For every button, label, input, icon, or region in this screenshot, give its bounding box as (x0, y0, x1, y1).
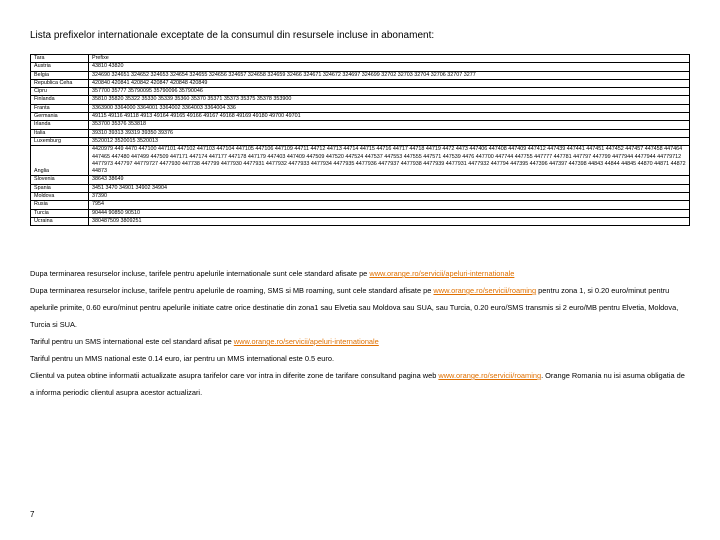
country-cell: Belgia (31, 71, 89, 79)
table-row (31, 104, 690, 112)
prefix-cell: 420840 420841 420842 420847 420848 420849 (89, 79, 690, 87)
prefix-cell: 38643 38649 (89, 176, 690, 184)
note-roaming (30, 282, 690, 333)
table-row (31, 121, 690, 129)
table-row (31, 193, 690, 201)
country-cell: Tara (31, 55, 89, 63)
prefix-cell: 35810 35820 35322 35330 35339 35360 35370 35371 35373 35375 35378 353900 (89, 96, 690, 104)
country-cell: Finlanda (31, 96, 89, 104)
country-cell: Irlanda (31, 121, 89, 129)
prefix-cell: 49115 49116 49118 4913 49164 49165 49166 49167 49168 49169 49180 49700 49701 (89, 113, 690, 121)
country-cell: Rusia (31, 201, 89, 209)
country-cell: Italia (31, 129, 89, 137)
prefix-cell: 380487509 3809251 (89, 217, 690, 225)
country-cell: Moldova (31, 193, 89, 201)
table-row (31, 55, 690, 63)
country-cell: Anglia (31, 146, 89, 176)
prefix-cell: 3363900 3364000 3364001 3364002 3364003 3364004 336 (89, 104, 690, 112)
prefix-cell: 353700 35376 353818 (89, 121, 690, 129)
prefix-table (30, 54, 690, 226)
note-text: Tariful pentru un SMS international este cel standard afisat pe (30, 337, 232, 346)
table-row (31, 176, 690, 184)
country-cell: Austria (31, 63, 89, 71)
note-updates (30, 367, 690, 401)
prefix-cell: 37390 (89, 193, 690, 201)
table-row (31, 217, 690, 225)
table-row (31, 96, 690, 104)
table-row (31, 146, 690, 176)
prefix-cell: 324690 324651 324652 324653 324654 324655 324656 324657 324658 324659 32466 324671 324672 324697 324699 32702 32703 32704 32706 32707 3277 (89, 71, 690, 79)
country-cell: Republica Ceha (31, 79, 89, 87)
note-international-calls (30, 265, 690, 282)
notes-section (30, 265, 690, 401)
note-text: . Orange Romania nu isi asuma obligatia de a informa periodic clientul asupra acestor actualizari. (30, 371, 685, 397)
prefix-cell: 7954 (89, 201, 690, 209)
page-title: Lista prefixelor internationale exceptate de la consumul din resursele incluse in abonament: (30, 30, 435, 41)
prefix-cell: 39310 39313 39319 39350 39376 (89, 129, 690, 137)
note-international-sms (30, 333, 690, 350)
international-calls-link[interactable]: www.orange.ro/servicii/apeluri-internationale (369, 269, 515, 278)
country-cell: Franta (31, 104, 89, 112)
table-row (31, 71, 690, 79)
roaming-info-link[interactable]: www.orange.ro/servicii/roaming (438, 371, 542, 380)
country-cell: Ucraina (31, 217, 89, 225)
country-cell: Luxemburg (31, 137, 89, 145)
table-row (31, 184, 690, 192)
country-cell: Slovenia (31, 176, 89, 184)
table-row (31, 129, 690, 137)
table-row (31, 201, 690, 209)
table-row (31, 113, 690, 121)
note-text: Dupa terminarea resurselor incluse, tarifele pentru apelurile de roaming, SMS si MB roaming, sunt cele standard afisate pe (30, 286, 432, 295)
note-text: pentru zona 1, si 0.20 euro/minut pentru apelurile primite, 0.60 euro/minut pentru apelurile initiate catre orice destinatie din zona1 sau Elvetia sau Moldova sau SUA, sau Turcia, 0.20 euro/SMS transmis si 2 euro/MB pentru Elvetia, Moldova, Turcia si SUA. (30, 286, 679, 329)
international-sms-link[interactable]: www.orange.ro/servicii/apeluri-internationale (233, 337, 379, 346)
prefix-cell: 3520012 3520015 3520013 (89, 137, 690, 145)
page-number: 7 (30, 510, 35, 519)
country-cell: Germania (31, 113, 89, 121)
table-row (31, 88, 690, 96)
prefix-cell: 90444 90850 90510 (89, 209, 690, 217)
note-text: Clientul va putea obtine informatii actualizate asupra tarifelor care vor intra in diferite zone de tarifare consultand pagina web (30, 371, 437, 380)
table-row (31, 209, 690, 217)
roaming-link[interactable]: www.orange.ro/servicii/roaming (433, 286, 537, 295)
country-cell: Turcia (31, 209, 89, 217)
country-cell: Cipru (31, 88, 89, 96)
table-row (31, 79, 690, 87)
table-row (31, 137, 690, 145)
prefix-cell: 357700 35777 35790095 35790096 35790046 (89, 88, 690, 96)
table-row (31, 63, 690, 71)
note-mms: Tariful pentru un MMS national este 0.14 euro, iar pentru un MMS international este 0.5 euro. (30, 354, 335, 363)
prefix-cell: Prefixe (89, 55, 690, 63)
prefix-cell: 4420979 449 4470 447100 447101 447102 447103 447104 447105 447106 447109 44711 44712 44713 44714 44715 44716 44717 44718 44719 4472 4473 447406 447408 447409 447412 447439 447441 447451 447452 447457 447458 447464 447465 447480 447499 447509 447171 447174 447177 447178 447179 447403 447409 447509 447520 447524 447537 447553 447555 447571 447539 4476 447700 447744 447755 447777 447781 447797 447799 4477944 4477944 44779712 4477973 447797 44779727 4477930 447738 447799 4477930 4477931 4477932 4477933 4477934 4477935 4477936 4477937 4477938 4477939 4477931 4477932 447794 447395 447396 447397 447398 44843 44844 44845 44870 44871 44872 44873 (89, 146, 690, 176)
prefix-cell: 3451 3470 34901 34902 34904 (89, 184, 690, 192)
note-text: Dupa terminarea resurselor incluse, tarifele pentru apelurile internationale sunt cele standard afisate pe (30, 269, 368, 278)
country-cell: Spania (31, 184, 89, 192)
prefix-cell: 43810 43820 (89, 63, 690, 71)
